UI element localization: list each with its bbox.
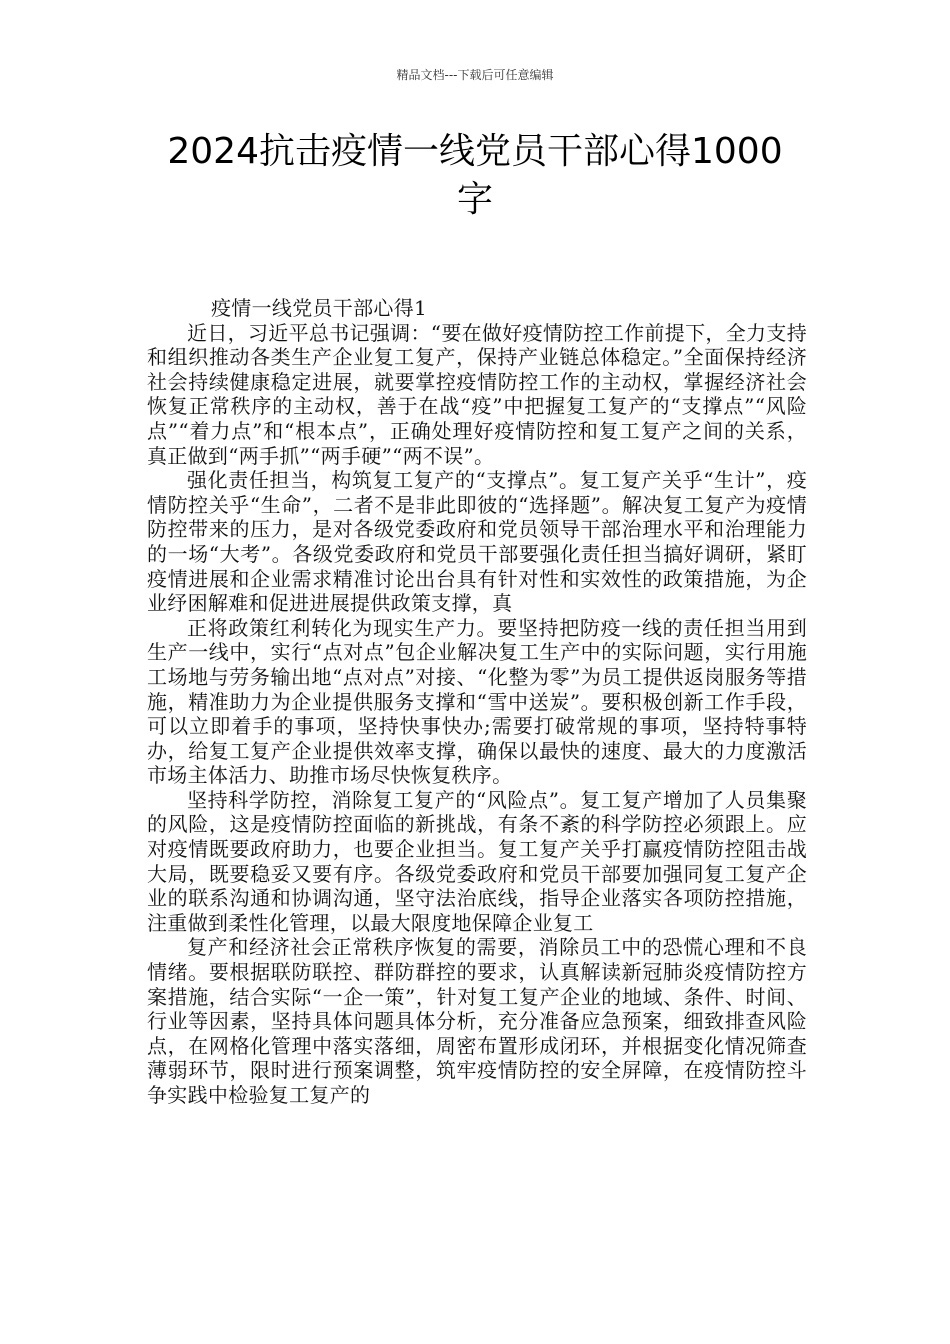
paragraph: 正将政策红利转化为现实生产力。要坚持把防疫一线的责任担当用到生产一线中，实行“点对点”包企业解决复工生产中的实际问题，实行用施工场地与劳务输出地“点对点”对接、“化整为零”为员工提供返岗服务等措施，精准助力为企业提供服务支撑和“雪中送炭”。要积极创新工作手段，可以立即着手的事项，坚持快事快办;需要打破常规的事项，坚持特事特办，给复工复产企业提供效率支撑，确保以最快的速度、最大的力度激活市场主体活力、助推市场尽快恢复秩序。 xyxy=(147,615,807,788)
paragraph: 坚持科学防控，消除复工复产的“风险点”。复工复产增加了人员集聚的风险，这是疫情防控面临的新挑战，有条不紊的科学防控必须跟上。应对疫情既要政府助力，也要企业担当。复工复产关乎打赢疫情防控阻击战大局，既要稳妥又要有序。各级党委政府和党员干部要加强同复工复产企业的联系沟通和协调沟通，坚守法治底线，指导企业落实各项防控措施，注重做到柔性化管理，以最大限度地保障企业复工 xyxy=(147,787,807,935)
paragraph: 近日，习近平总书记强调：“要在做好疫情防控工作前提下，全力支持和组织推动各类生产企业复工复产，保持产业链总体稳定。”全面保持经济社会持续健康稳定进展，就要掌控疫情防控工作的主动权，掌握经济社会恢复正常秩序的主动权，善于在战“疫”中把握复工复产的“支撑点”“风险点”“着力点”和“根本点”，正确处理好疫情防控和复工复产之间的关系，真正做到“两手抓”“两手硬”“两不误”。 xyxy=(147,320,807,468)
header-note: 精品文档---下载后可任意编辑 xyxy=(396,68,554,82)
section-subheading: 疫情一线党员干部心得1 xyxy=(211,296,428,320)
paragraph: 强化责任担当，构筑复工复产的“支撑点”。复工复产关乎“生计”，疫情防控关乎“生命”，二者不是非此即彼的“选择题”。解决复工复产为疫情防控带来的压力，是对各级党委政府和党员领导干部治理水平和治理能力的一场“大考”。各级党委政府和党员干部要强化责任担当搞好调研，紧盯疫情进展和企业需求精准讨论出台具有针对性和实效性的政策措施，为企业纾困解难和促进进展提供政策支撑，真 xyxy=(147,468,807,616)
paragraph: 复产和经济社会正常秩序恢复的需要，消除员工中的恐慌心理和不良情绪。要根据联防联控、群防群控的要求，认真解读新冠肺炎疫情防控方案措施，结合实际“一企一策”，针对复工复产企业的地域、条件、时间、行业等因素，坚持具体问题具体分析，充分准备应急预案，细致排查风险点，在网格化管理中落实落细，周密布置形成闭环，并根据变化情况筛查薄弱环节，限时进行预案调整，筑牢疫情防控的安全屏障，在疫情防控斗争实践中检验复工复产的 xyxy=(147,935,807,1107)
document-title: 2024抗击疫情一线党员干部心得1000字 xyxy=(167,131,783,220)
document-body xyxy=(147,296,807,1108)
